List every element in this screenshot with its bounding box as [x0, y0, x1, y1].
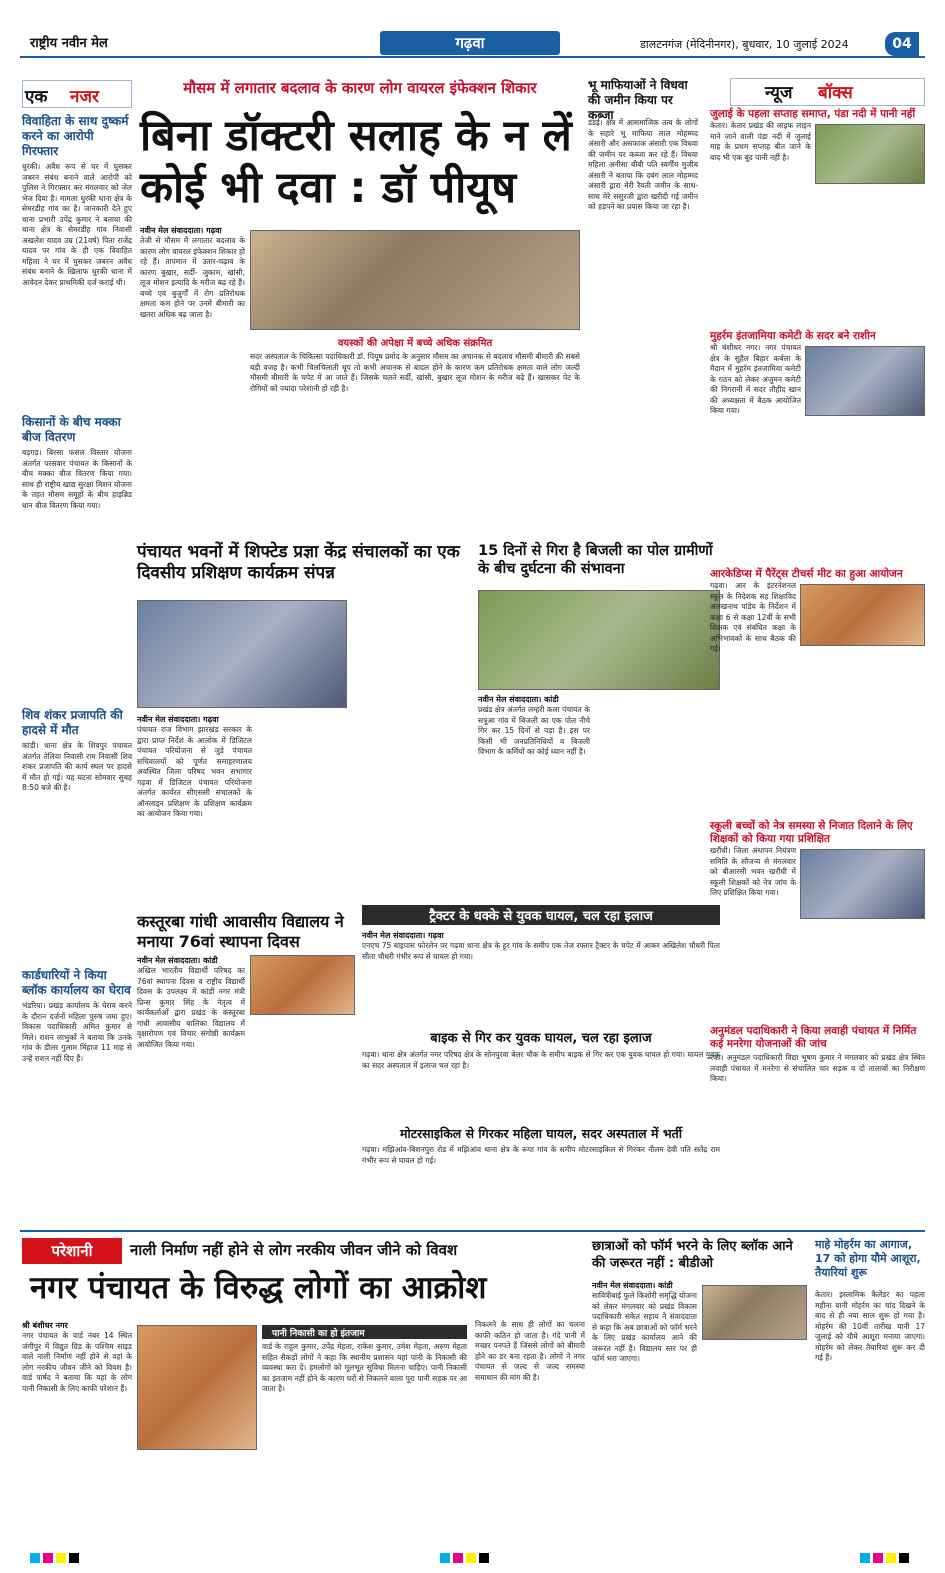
pole-photo: [478, 590, 720, 690]
bottom-divider: [20, 1230, 925, 1232]
registration-marks-left: [30, 1548, 82, 1567]
left-item-body: भंडरिया। प्रखंड कार्यालय के घेराव करने के दौरान दर्जनों महिला पुरुष जमा हुए। विकास पदाधिकारी अमित कुमार से मिले। राशन लाभुकों ने बताया कि उनके गांव के डीलर गुलाम मिंहाज 11 माह से उन्हें राशन नहीं दिए हैं।: [22, 1001, 132, 1063]
left-item-2: [22, 415, 132, 648]
newsbox-item-body: गढ़वा। आर के इंटरनेशनल स्कूल के निदेशक सह शिक्षाविद अलखनाथ पांडेय के निर्देशन में कक्षा 6 से कक्षा 12वीं के सभी शिक्षक एवं संबंधित कक्षा के अभिभावकों के साथ बैठक की गई।: [710, 581, 796, 653]
bdo-headline: छात्राओं को फॉर्म भरने के लिए ब्लॉक आने की जरूरत नहीं : बीडीओ: [592, 1239, 793, 1271]
lead-photo: [250, 230, 580, 330]
tractor-headline: ट्रैक्टर के धक्के से युवक घायल, चल रहा इलाज: [429, 909, 653, 924]
lead-body: सदर अस्पताल के चिकित्सा पदाधिकारी डॉ. पियूष प्रमोद के अनुसार मौसम का अचानक से बदलाव मौसमी बीमारी की सबसे बड़ी वजह है। कभी चिलचिलाती धूप तो कभी अचानक से बादल होने के कारण कम प्रतिरोधक क्षमता वाले लोग जल्दी मौसमी बीमारी के चपेट में आ जाते हैं। जिसके चलते सर्दी, खांसी, बुखार लूज मोशन के मरीज बढ़े हैं। खासकर पेट के रोगियों को ज्यादा परेशानी हो रही है।: [250, 352, 580, 393]
panchayat-headline: पंचायत भवनों में शिफ्टेड प्रज्ञा केंद्र संचालकों का एक दिवसीय प्रशिक्षण कार्यक्रम संपन्न: [137, 542, 460, 583]
left-item-body: धुरकी। अवैध रूप से घर में घुसकर जबरन संबंध बनाने वाले आरोपी को पुलिस ने गिरफ्तार कर मंगलवार को जेल भेज दिया है। मामला धुरकी थाना क्षेत्र के सेमरडीह गांव का है। जानकारी देते हुए थाना प्रभारी उपेंद्र कुमार ने बताया की थाना क्षेत्र के सेमरडीह गांव निवासी अखलेश यादव उम्र (21वर्ष) पिता राजेंद्र यादव पर गांव के ही एक विवाहित महिला ने घर में घुसकर जबरन अवैध संबंध बनाने के खिलाफ धुरकी थाना में आवेदन देकर प्राथमिकी दर्ज कराई थी।: [22, 162, 132, 287]
bike-headline: बाइक से गिर कर युवक घायल, चल रहा इलाज: [430, 1031, 652, 1046]
newsbox-item-1: [710, 108, 925, 321]
kasturba-photo: [250, 955, 355, 1015]
newsbox-item-headline: जुलाई के पहला सप्ताह समाप्त, पंडा नदी में पानी नहीं: [710, 108, 916, 120]
lead-headline: बिना डॉक्टरी सलाह के न लें कोई भी दवा : डॉ पीयूष: [140, 111, 572, 213]
bottom-photo-caption: पानी निकासी का हो इंतजाम: [272, 1329, 365, 1339]
lead-photo-caption: वयस्कों की अपेक्षा में बच्चे अधिक संक्रमित: [337, 338, 493, 349]
masthead-brand: राष्ट्रीय नवीन मेल: [30, 36, 108, 51]
bottom-body: नगर पंचायत के वार्ड नंबर 14 स्थित जंगीपुर में विद्युत ग्रिड के पश्चिम साइड वाले नाली निर्माण नहीं होने से वहां के लोग नरकीय जीवन जीने को विवश है। वार्ड पार्षद ने बताया कि यहां के लोग पानी निकासी के लिए काफी परेशान हैं।: [22, 1331, 132, 1393]
landgrab-headline: भू माफियाओं ने विधवा की जमीन किया पर कब्जा: [588, 78, 688, 122]
newsbox-photo: [805, 346, 925, 416]
left-item-headline: किसानों के बीच मक्का बीज वितरण: [22, 415, 121, 444]
newsbox-item-4: [710, 820, 925, 1016]
bottom-photo: [137, 1325, 257, 1450]
newsbox-item-5: [710, 1025, 925, 1223]
muharram-headline: माहे मोहर्रम का आगाज, 17 को होगा यौमे आशूरा, तैयारियां शुरू: [815, 1238, 921, 1279]
newsbox-item-headline: मुहर्रम इंतजामिया कमेटी के सदर बने राशीन: [710, 330, 876, 342]
kasturba-body: अखिल भारतीय विद्यार्थी परिषद का 76वां स्थापना दिवस व राष्ट्रीय विद्यार्थी दिवस के उपलक्ष्य में कांडी नगर मंत्री प्रिन्स कुमार सिंह के नेतृत्व में कार्यकर्ताओं द्वारा प्रखंड के कस्तूरबा गांधी आवासीय बालिका विद्यालय में वृक्षारोपण एवं विचार संगोष्ठी कार्यक्रम आयोजित किया गया।: [137, 966, 245, 1049]
bottom-kicker: नाली निर्माण नहीं होने से लोग नरकीय जीवन जीने को विवश: [130, 1241, 458, 1259]
newsbox-item-body: केतार। केतार प्रखंड की लाइफ लाइन माने जाने वाली पंडा नदी में जुलाई माह के प्रथम सप्ताह बीत जाने के बाद भी एक बूंद पानी नहीं है।: [710, 121, 811, 162]
newsbox-photo: [800, 584, 925, 646]
bottom-middle-body: वार्ड के राहुल कुमार, उपेंद्र मेहता, राकेश कुमार, उमेश मेहता, अरुण मेहता सहित सैकड़ों लोगों ने कहा कि स्थानीय प्रशासन यहां पानी के निकासी की व्यवस्था करा दें। हमलोगों को मूलभूत सुविधा मिलना चाहिए। पानी निकासी का इंतजाम नहीं होने के कारण घरों से निकलने वाला पूरा पानी सड़क पर आ जाता है।: [262, 1342, 467, 1393]
left-item-body: कांडी। थाना क्षेत्र के शिवपुर पंचायत अंतर्गत तेलिया निवासी राम निवासी शिव शंकर प्रजापति की कार्य स्थल पर हादसे में मौत हो गई। यह घटना सोमवार सुबह 8:50 बजे की है।: [22, 741, 132, 792]
woman-headline: मोटरसाइकिल से गिरकर महिला घायल, सदर अस्पताल में भर्ती: [400, 1126, 682, 1141]
left-item-headline: शिव शंकर प्रजापति की हादसे में मौत: [22, 708, 123, 737]
tractor-body: एनएच 75 बाइपास फोरलेन पर गढ़वा थाना क्षेत्र के हूर गांव के समीप एक तेज रफ्तार ट्रैक्टर के चपेट में आकर अखिलेश चौधरी पिता सीता चौधरी गंभीर रूप से घायल हो गया।: [362, 941, 720, 961]
newsbox-item-3: [710, 568, 925, 801]
newsbox-item-body: खरौंधी। जिला अंधापन नियंत्रण समिति के सौजन्य से मंगलवार को बीआरसी भवन खरौंधी में स्कूली शिक्षकों को नेत्र जांच के लिए प्रशिक्षित किया गया।: [710, 846, 796, 897]
woman-body: गढ़वा। मझिआंव-बिशनपुरा रोड में मझिआंव थाना क्षेत्र के रूपा गांव के समीप मोटरसाइकिल से गिरकर नीलम देवी पति सतेंद्र राम गंभीर रूप से घायल हो गई।: [362, 1145, 720, 1165]
tractor-col: [362, 930, 720, 1006]
newsbox-item-headline: स्कूली बच्चों को नेत्र समस्या से निजात दिलाने के लिए शिक्षकों को किया गया प्रशिक्षित: [710, 820, 913, 845]
registration-marks-right: [860, 1548, 912, 1567]
lead-intro: तेजी से मौसम में लगातार बदलाव के कारण लोग वायरल इंफेक्शन शिकार हो रहे हैं। तापमान में उतार-चढ़ाव के कारण बुखार, सर्दी- जुकाम, खांसी, लूज मोशन इत्यादि के मरीज बढ़ रहे हैं। बच्चे एवं बुजुर्गों में रोग प्रतिरोधक क्षमता कम होने पर उनमें बीमारी का खतरा अधिक बढ़ जाता है।: [140, 236, 245, 319]
left-item-1: [22, 114, 132, 377]
left-item-4: [22, 968, 132, 1191]
bottom-right-body: निकलने के साथ ही लोगों का चलना काफी कठिन हो जाता है। गंदे पानी में मच्छर पनपते हैं जिससे लोगों को बीमारी होने का डर बना रहता है। लोगों ने नगर पंचायत से जल्द से जल्द समस्या समाधान की मांग की है।: [475, 1320, 585, 1382]
pole-body: प्रखंड क्षेत्र अंतर्गत लम्हरी कला पंचायत के सत्रूआ गांव में बिजली का एक पोल नीचे गिर कर 15 दिनों से पड़ा है। इस पर किसी भी जनप्रतिनिधियों व बिजली विभाग के कर्मियों का कोई ध्यान नहीं है।: [478, 705, 590, 756]
newsbox-item-headline: आरकेडिप्स में पैरेंट्स टीचर्स मीट का हुआ आयोजन: [710, 568, 903, 580]
lead-byline: नवीन मेल संवाददाता। गढ़वा: [140, 226, 222, 235]
pole-headline: 15 दिनों से गिरा है बिजली का पोल ग्रामीणों के बीच दुर्घटना की संभावना: [478, 543, 713, 577]
newsbox-item-2: [710, 330, 925, 563]
newsbox-label-2: बॉक्स: [818, 83, 853, 103]
bottom-tag: परेशानी: [22, 1238, 122, 1264]
left-item-headline: कार्डधारियों ने किया ब्लॉक कार्यालय का घेराव: [22, 968, 131, 997]
newsbox-label-1: न्यूज: [765, 83, 793, 103]
kasturba-col: [137, 955, 245, 1226]
landgrab-body: डंडई। क्षेत्र में आसमाजिक तत्व के लोगों के सहारे भू माफिया लाल मोहम्मद अंसारी और असफाक अंसारी एक विधवा की जमीन पर कब्जा कर रहे हैं। विधवा महिला अनीसा बीबी पति स्वर्गीय मुजीब अंसारी ने बताया कि दबंग लाल मोहम्मद अंसारी द्वारा मेरी रैयती जमीन के साथ-साथ मेरे ससुरजी द्वारा खरीदी गई जमीन को हड़पने का प्रयास किया जा रहा है।: [588, 118, 698, 211]
muharram-body: केतार। इस्लामिक कैलेंडर का पहला महीना यानी मोहर्रम का चांद दिखने के बाद से ही नया साल शुरू हो गया है। मोहर्रम की 10वीं तारीख यानी 17 जुलाई को यौमे आशूरा मनाया जाएगा। मोहर्रम को लेकर तैयारियां शुरू कर दी गई हैं।: [815, 1290, 925, 1362]
bdo-body: सावित्रीबाई फुले किशोरी समृद्धि योजना को लेकर मंगलवार को प्रखंड विकास पदाधिकारी संकेत सहाय ने संवाददाता से कहा कि अब छात्राओं को फॉर्म भरने के लिए प्रखंड कार्यालय आने की जरूरत नहीं है। विद्यालय स्तर पर ही फॉर्म भरा जाएगा।: [592, 1291, 697, 1363]
left-item-headline: विवाहिता के साथ दुष्कर्म करने का आरोपी गिरफ्तार: [22, 114, 129, 158]
lead-kicker: मौसम में लगातार बदलाव के कारण लोग वायरल इंफेक्शन शिकार: [183, 79, 537, 97]
bottom-byline: श्री बंशीधर नगर: [22, 1321, 68, 1330]
nazar-label: नजर: [70, 87, 100, 107]
bottom-headline: नगर पंचायत के विरुद्ध लोगों का आक्रोश: [30, 1270, 487, 1306]
pole-byline: नवीन मेल संवाददाता। कांडी: [478, 695, 559, 704]
newsbox-photo: [800, 849, 925, 919]
tractor-byline: नवीन मेल संवाददाता। गढ़वा: [362, 931, 444, 940]
panchayat-byline: नवीन मेल संवाददाता। गढ़वा: [137, 715, 219, 724]
page-number: 04: [885, 32, 919, 56]
registration-marks-center: [440, 1548, 492, 1567]
left-item-3: [22, 708, 132, 921]
kasturba-headline: कस्तूरबा गांधी आवासीय विद्यालय ने मनाया 76वां स्थापना दिवस: [137, 912, 344, 951]
dateline: डालटनगंज (मेदिनीनगर), बुधवार, 10 जुलाई 2024: [640, 38, 849, 51]
left-item-body: बड़गड़। बिरसा फसल विस्तार योजना अंतर्गत परसवार पंचायत के किसानों के बीच मक्का बीज वितरण किया गया। साथ ही राष्ट्रीय खाद्य सुरक्षा मिशन योजना के तहत मौसम समूहों के बीच हाइब्रिड धान बीज वितरण किया गया।: [22, 448, 132, 510]
bike-body: गढ़वा। थाना क्षेत्र अंतर्गत नगर परिषद क्षेत्र के सोनपुरवा बेलर चौक के समीप बाइक से गिर कर एक युवक घायल हो गया। घायल युवक का सदर अस्पताल में इलाज चल रहा है।: [362, 1050, 720, 1070]
kasturba-byline: नवीन मेल संवाददाता। कांडी: [137, 956, 218, 965]
newsbox-item-headline: अनुमंडल पदाधिकारी ने किया लवाही पंचायत में निर्मित कई मनरेगा योजनाओं की जांच: [710, 1025, 917, 1050]
pole-col: [478, 694, 590, 855]
newsbox-item-body: श्री बंशीधर नगर। नगर पंचायत क्षेत्र के सुहैल बिहार कर्बला के मैदान में मुहर्रम इंतजामिया कमेटी के गठन को लेकर अंजुमन कमेटी की निगरानी में सदर तौहीद खान की अध्यक्षता में बैठक आयोजित किया गया।: [710, 343, 801, 415]
newsbox-photo: [815, 124, 925, 184]
panchayat-photo: [137, 600, 347, 708]
section-label: गढ़वा: [380, 31, 560, 55]
panchayat-body: पंचायत राज विभाग झारखंड सरकार के द्वारा प्राप्त निर्देश के आलोक में डिजिटल पंचायत परियोजना से जुड़े पंचायत सचिवालयों को पूर्णत समाहरणालय अवस्थित जिला परिषद भवन सभागार गढ़वा में डिजिटल पंचायत परियोजना अंतर्गत कार्यरत सीएससी संचालकों के ऑनलाइन प्रशिक्षण के प्रशिक्षण कार्यक्रम का आयोजन किया गया।: [137, 725, 252, 818]
bdo-byline: नवीन मेल संवाददाता। कांडी: [592, 1281, 673, 1290]
bottom-col1: [22, 1320, 132, 1516]
lead-intro-column: [140, 225, 245, 431]
bdo-col: [592, 1280, 697, 1511]
panchayat-col1: [137, 714, 252, 865]
newsbox-item-body: रंका। अनुमंडल पदाधिकारी विद्या भूषण कुमार ने मंगलवार को प्रखंड क्षेत्र स्थित लवाही पंचायत में मनरेगा से संचालित चार सड़क व दो तालाबों का निरीक्षण किया।: [710, 1053, 925, 1083]
bdo-photo: [702, 1285, 807, 1340]
ek-label: एक: [25, 87, 48, 107]
